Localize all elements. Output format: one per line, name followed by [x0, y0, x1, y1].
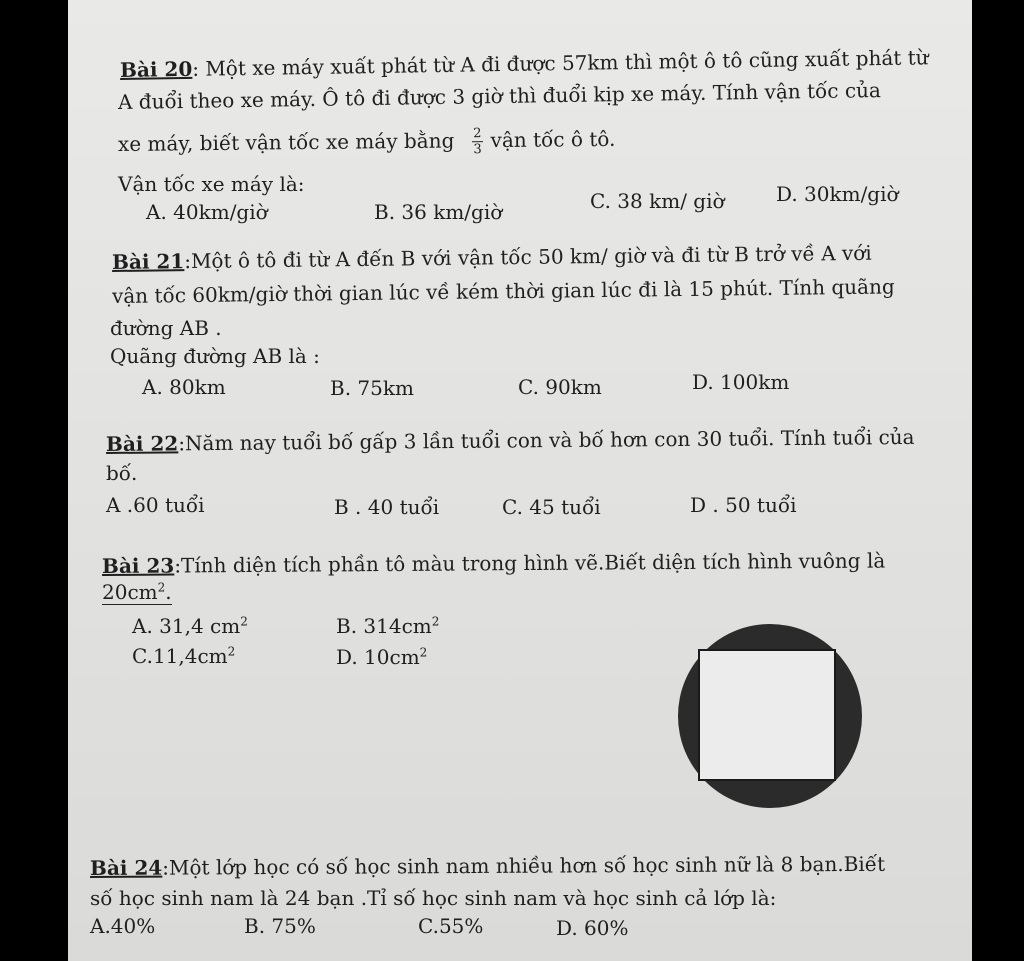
bai23-option-c-text: C.11,4cm: [132, 644, 228, 668]
bai23-option-c: [132, 644, 235, 668]
fraction-two-thirds: [472, 126, 483, 157]
bai23-area-value: 20cm: [102, 580, 158, 604]
bai20-title: Bài 20: [119, 56, 193, 82]
bai23-option-d-sup: 2: [419, 645, 428, 660]
bai20-text-1: : Một xe máy xuất phát từ A đi được 57km thì một ô tô cũng xuất phát từ: [192, 45, 929, 81]
bai22-option-c: C. 45 tuổi: [502, 495, 601, 519]
fraction-numerator: 2: [473, 126, 482, 142]
bai23-option-d: [336, 645, 427, 669]
bai22-title: Bài 22: [105, 431, 179, 456]
bai23-option-b-text: B. 314cm: [336, 614, 432, 638]
bai20-text-3: xe máy, biết vận tốc xe máy bằng: [117, 128, 455, 156]
bai24-option-c: C.55%: [418, 914, 484, 938]
bai20-option-d: D. 30km/giờ: [776, 182, 899, 206]
bai21-line3: đường AB .: [110, 316, 222, 340]
bai22-line1: [106, 425, 915, 456]
bai24-line2: số học sinh nam là 24 bạn .Tỉ số học sinh nam và học sinh cả lớp là:: [90, 886, 777, 910]
bai21-option-c: C. 90km: [518, 375, 602, 399]
bai23-title: Bài 23: [101, 553, 175, 578]
bai20-line2: A đuổi theo xe máy. Ô tô đi được 3 giờ thì đuổi kịp xe máy. Tính vận tốc của: [117, 78, 882, 114]
bai24-line1: [90, 852, 885, 880]
bai20-line3: [118, 125, 616, 161]
bai24-text-1: :Một lớp học có số học sinh nam nhiều hơn số học sinh nữ là 8 bạn.Biết: [162, 851, 886, 880]
bai22-text-1: :Năm nay tuổi bố gấp 3 lần tuổi con và bố hơn con 30 tuổi. Tính tuổi của: [178, 424, 915, 456]
bai22-option-a: A .60 tuổi: [106, 493, 205, 517]
bai24-title: Bài 24: [89, 855, 163, 880]
bai23-line2: [102, 580, 172, 605]
bai21-title: Bài 21: [111, 249, 185, 274]
bai21-text-1: :Một ô tô đi từ A đến B với vận tốc 50 km/ giờ và đi từ B trở về A với: [184, 240, 872, 274]
bai23-option-a: [132, 614, 248, 638]
bai21-line2: vận tốc 60km/giờ thời gian lúc về kém thời gian lúc đi là 15 phút. Tính quãng: [111, 274, 895, 308]
bai20-option-a: A. 40km/giờ: [146, 200, 268, 224]
bai23-text-1: :Tính diện tích phần tô màu trong hình vẽ.Biết diện tích hình vuông là: [174, 548, 886, 578]
bai20-question: Vận tốc xe máy là:: [118, 172, 305, 196]
bai22-line2: bố.: [106, 461, 138, 485]
bai22-option-b: B . 40 tuổi: [334, 495, 440, 519]
worksheet-page: [68, 0, 972, 961]
bai24-option-d: D. 60%: [556, 916, 629, 940]
bai21-option-d: D. 100km: [692, 370, 790, 394]
circle-square-figure: [672, 624, 868, 808]
bai20-option-b: B. 36 km/giờ: [374, 200, 503, 224]
bai20-line1: [120, 45, 929, 82]
bai23-area-exponent: 2: [157, 580, 166, 595]
inscribed-square: [699, 650, 835, 780]
bai22-option-d: D . 50 tuổi: [690, 493, 797, 517]
bai21-question: Quãng đường AB là :: [110, 344, 320, 368]
bai20-text-3b: vận tốc ô tô.: [490, 126, 616, 153]
bai20-option-c: C. 38 km/ giờ: [590, 189, 725, 213]
bai23-option-c-sup: 2: [227, 644, 236, 659]
bai24-option-a: A.40%: [90, 914, 156, 938]
bai23-option-b: [336, 614, 439, 638]
bai23-option-a-sup: 2: [240, 614, 248, 629]
bai23-area-period: .: [165, 580, 172, 604]
bai21-option-b: B. 75km: [330, 376, 414, 400]
bai21-option-a: A. 80km: [142, 375, 226, 399]
bai23-option-d-text: D. 10cm: [336, 645, 420, 669]
bai23-option-b-sup: 2: [431, 614, 440, 629]
bai23-line1: [102, 549, 885, 578]
bai24-option-b: B. 75%: [244, 914, 316, 938]
bai23-option-a-text: A. 31,4 cm: [132, 614, 241, 638]
bai21-line1: [112, 241, 872, 274]
fraction-denominator: 3: [473, 142, 482, 158]
